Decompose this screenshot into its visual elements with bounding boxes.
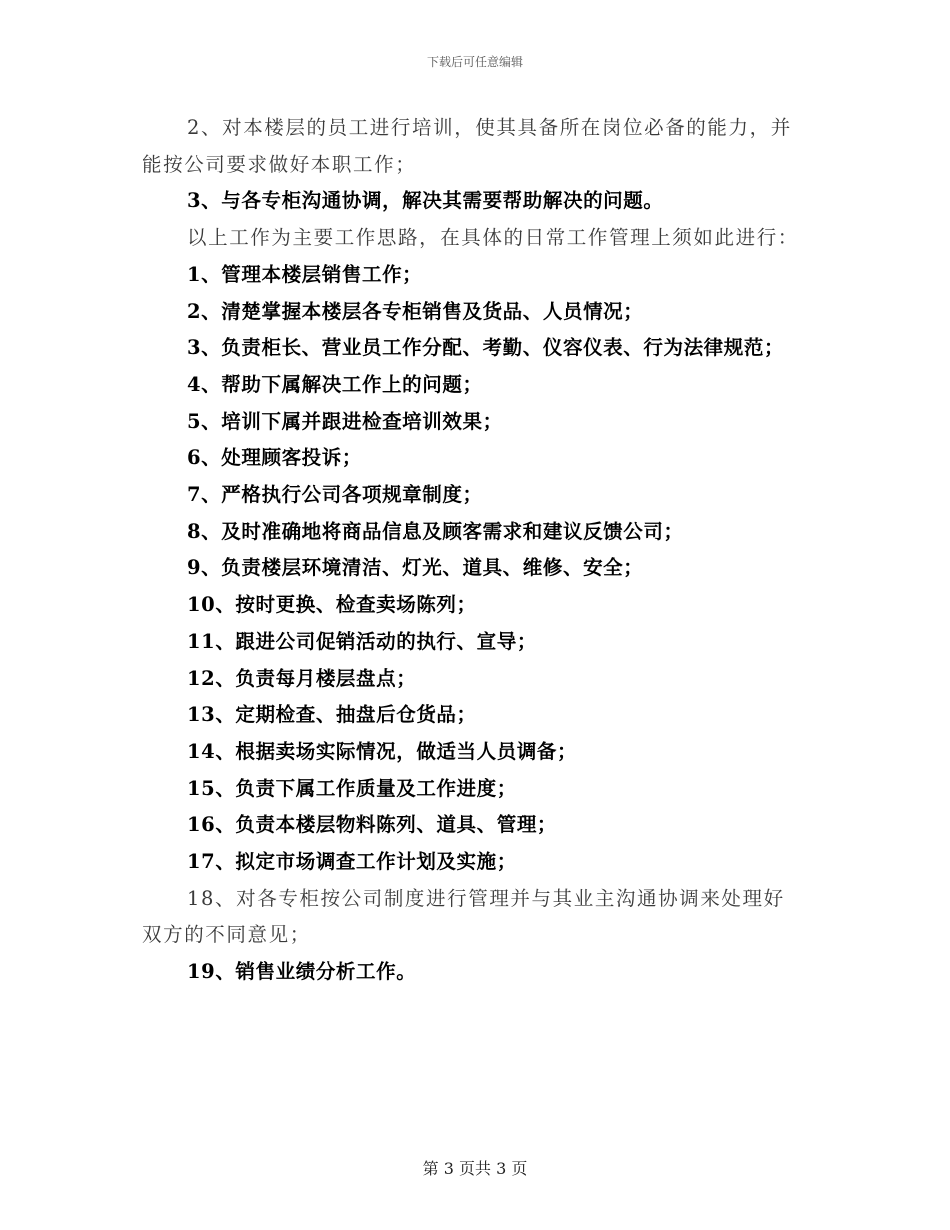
list-item-16: 16、负责本楼层物料陈列、道具、管理；	[187, 813, 558, 837]
list-item-11: 11、跟进公司促销活动的执行、宣导；	[187, 629, 537, 653]
paragraph-item-3-coordination: 3、与各专柜沟通协调，解决其需要帮助解决的问题。	[187, 189, 664, 213]
paragraph-continuation: 能按公司要求做好本职工作；	[142, 152, 417, 176]
list-item-10: 10、按时更换、检查卖场陈列；	[187, 593, 477, 617]
page-footer: 第 3 页共 3 页	[422, 1159, 528, 1178]
paragraph-line: 18、对各专柜按公司制度进行管理并与其业主沟通协调来处理好	[187, 886, 785, 910]
list-item-6: 6、处理顾客投诉；	[187, 446, 362, 470]
list-item-1: 1、管理本楼层销售工作；	[187, 262, 423, 286]
list-item-14: 14、根据卖场实际情况，做适当人员调备；	[187, 739, 578, 763]
list-item-15: 15、负责下属工作质量及工作进度；	[187, 776, 517, 800]
document-body	[142, 110, 810, 991]
list-item-19: 19、销售业绩分析工作。	[187, 960, 417, 984]
list-item-13: 13、定期检查、抽盘后仓货品；	[187, 703, 477, 727]
list-item-17: 17、拟定市场调查工作计划及实施；	[187, 850, 517, 874]
list-item-18	[142, 881, 810, 954]
paragraph-item-2-training	[142, 110, 810, 183]
paragraph-continuation: 双方的不同意见；	[142, 923, 311, 947]
list-item-12: 12、负责每月楼层盘点；	[187, 666, 417, 690]
list-item-4: 4、帮助下属解决工作上的问题；	[187, 372, 483, 396]
list-item-9: 9、负责楼层环境清洁、灯光、道具、维修、安全；	[187, 556, 644, 580]
list-item-2: 2、清楚掌握本楼层各专柜销售及货品、人员情况；	[187, 299, 644, 323]
list-item-7: 7、严格执行公司各项规章制度；	[187, 483, 483, 507]
paragraph-intro: 以上工作为主要工作思路，在具体的日常工作管理上须如此进行：	[187, 226, 799, 250]
list-item-3: 3、负责柜长、营业员工作分配、考勤、仪容仪表、行为法律规范；	[187, 336, 785, 360]
list-item-8: 8、及时准确地将商品信息及顾客需求和建议反馈公司；	[187, 519, 684, 543]
page-header: 下载后可任意编辑	[426, 55, 523, 69]
list-item-5: 5、培训下属并跟进检查培训效果；	[187, 409, 503, 433]
paragraph-line: 2、对本楼层的员工进行培训，使其具备所在岗位必备的能力，并	[187, 116, 792, 139]
